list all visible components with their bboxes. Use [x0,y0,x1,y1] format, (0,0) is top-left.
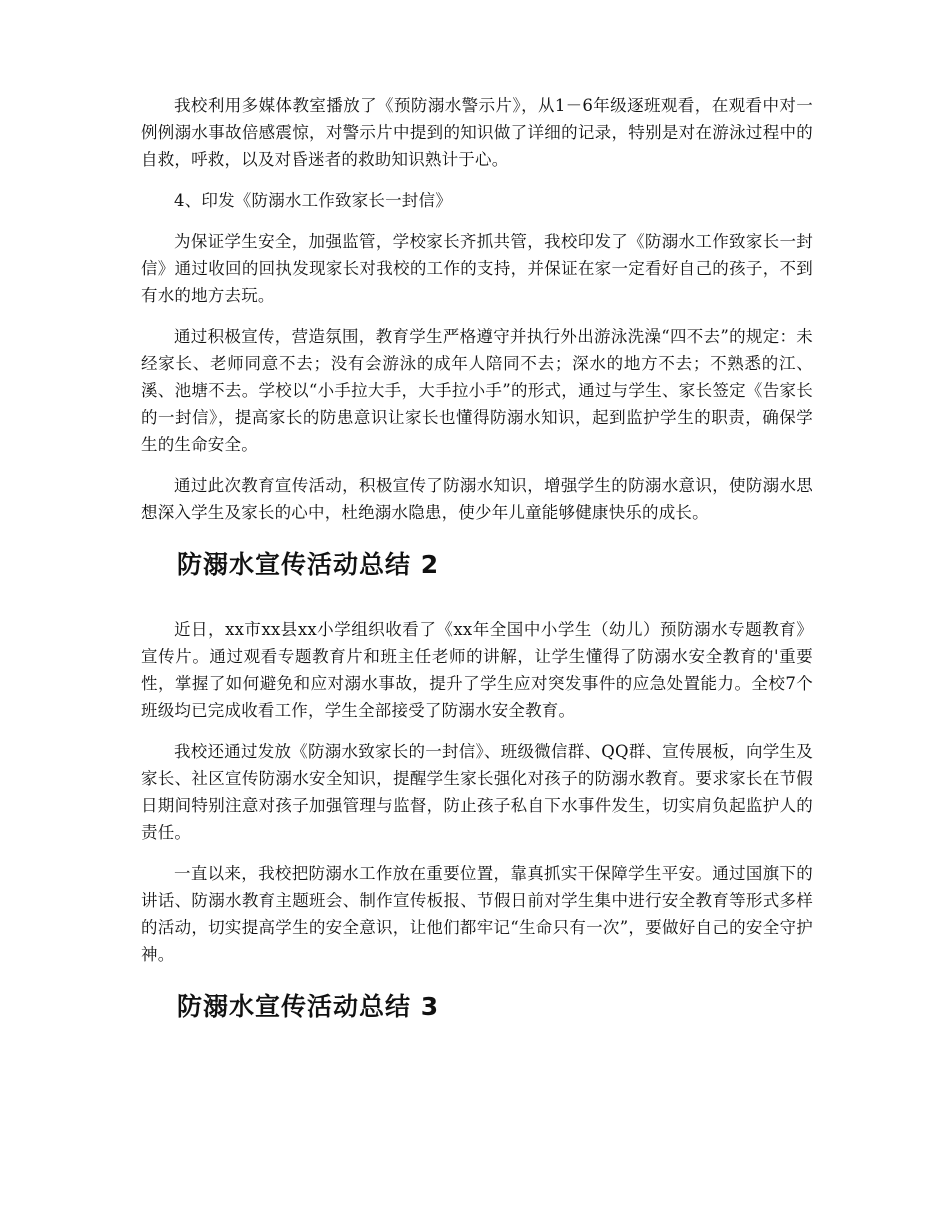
paragraph-item-4-heading: 4、印发《防溺水工作致家长一封信》 [174,191,452,210]
paragraph-parent-letter: 为保证学生安全，加强监管，学校家长齐抓共管，我校印发了《防溺水工作致家长一封信》通过收回的回执发现家长对我校的工作的支持，并保证在家一定看好自己的孩子，不到有水的地方去玩。 [141,232,813,305]
paragraph-parent-outreach: 我校还通过发放《防溺水致家长的一封信》、班级微信群、QQ群、宣传展板，向学生及家长、社区宣传防溺水安全知识，提醒学生家长强化对孩子的防溺水教育。要求家长在节假日期间特别注意对孩子加强管理与监督，防止孩子私自下水事件发生，切实肩负起监护人的责任。 [141,742,813,842]
paragraph-multimedia-viewing: 我校利用多媒体教室播放了《预防溺水警示片》，从1－6年级逐班观看，在观看中对一例例溺水事故倍感震惊，对警示片中提到的知识做了详细的记录，特别是对在游泳过程中的自救，呼救，以及对昏迷者的救助知识熟计于心。 [141,96,813,169]
paragraph-four-dont-go-rules: 通过积极宣传，营造氛围，教育学生严格遵守并执行外出游泳洗澡“四不去”的规定：未经家长、老师同意不去；没有会游泳的成年人陪同不去；深水的地方不去；不熟悉的江、溪、池塘不去。学校以“小手拉大手，大手拉小手”的形式，通过与学生、家长签定《告家长的一封信》，提高家长的防患意识让家长也懂得防溺水知识，起到监护学生的职责，确保学生的生命安全。 [141,327,813,454]
paragraph-safety-priority: 一直以来，我校把防溺水工作放在重要位置，靠真抓实干保障学生平安。通过国旗下的讲话、防溺水教育主题班会、制作宣传板报、节假日前对学生集中进行安全教育等形式多样的活动，切实提高学生的安全意识，让他们都牢记“生命只有一次”，要做好自己的安全守护神。 [141,864,813,964]
section-heading-2: 防溺水宣传活动总结 2 [177,550,440,579]
paragraph-activity-conclusion: 通过此次教育宣传活动，积极宣传了防溺水知识，增强学生的防溺水意识，使防溺水思想深入学生及家长的心中，杜绝溺水隐患，使少年儿童能够健康快乐的成长。 [141,476,813,522]
section-heading-3: 防溺水宣传活动总结 3 [177,992,440,1021]
document-body [141,92,813,1058]
paragraph-video-viewing: 近日，xx市xx县xx小学组织收看了《xx年全国中小学生（幼儿）预防溺水专题教育》宣传片。通过观看专题教育片和班主任老师的讲解，让学生懂得了防溺水安全教育的'重要性，掌握了如何避免和应对溺水事故，提升了学生应对突发事件的应急处置能力。全校7个班级均已完成收看工作，学生全部接受了防溺水安全教育。 [141,620,813,720]
